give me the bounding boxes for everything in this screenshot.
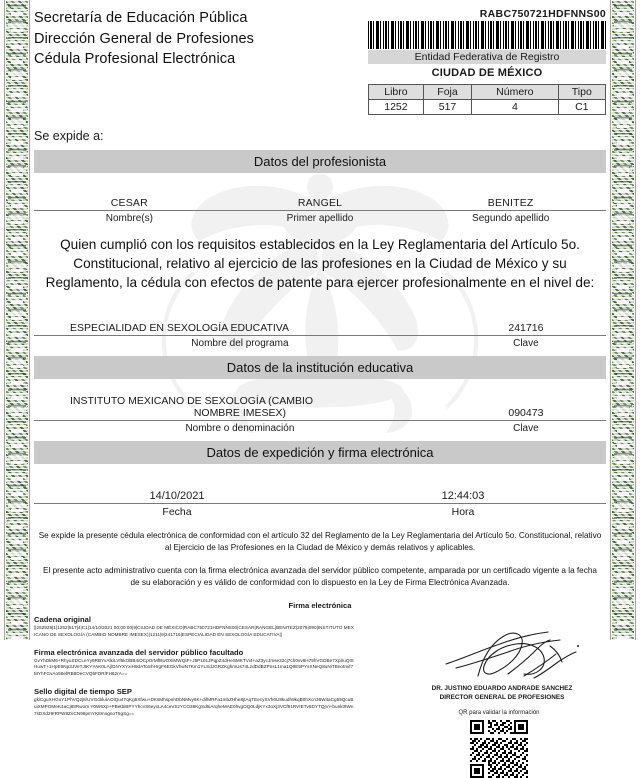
cadena-original-block	[34, 615, 354, 639]
caption-segundo-apellido: Segundo apellido	[472, 213, 550, 224]
director-credentials	[402, 684, 602, 703]
caption-programa-nombre: Nombre del programa	[191, 338, 289, 350]
page-title	[34, 8, 254, 70]
value-programa-clave: 241716	[508, 322, 544, 335]
firma-avanzada-value: GvYhDkM6+RhyuSDCLeYy9RBYvAlkiLVf5kOBB4iOCpOrMfBwOXiMWQtF+J5P101JPqpZ4dHeSMKTVi4+aZ3ycJmse32cj7ch0vv8H79hVGDBe7XplruQtSHuwT+1HpE6Np3JVeTJIKYYAK0LAjlGNYXYxiH9dAToShHrgF6EGkVhwN7Km1YLSdJGRZKghmUs74LzdDdBZPnsL1ma1Q8E5PYsXNeQ8uNiTBnotmif7MYhFGvAo58efRB8DeCVQ5FDRlFH62rA==	[34, 657, 354, 677]
institution-fields	[34, 395, 606, 434]
border-rule-right-outer	[635, 0, 636, 640]
cell-libro: 1252	[369, 100, 424, 115]
director-role: DIRECTOR GENERAL DE PROFESIONES	[439, 694, 565, 702]
crypto-blocks	[34, 610, 354, 718]
expedition-fields	[34, 490, 606, 518]
cell-foja: 517	[423, 100, 471, 115]
institution-captions	[34, 421, 606, 434]
caption-hora: Hora	[451, 506, 475, 519]
handwritten-signature	[438, 624, 588, 686]
sello-digital-block	[34, 687, 354, 718]
entidad-federativa-label: Entidad Federativa de Registro	[368, 50, 606, 64]
person-name-values	[34, 197, 606, 211]
table-header-row	[369, 85, 606, 100]
se-expide-label: Se expide a:	[34, 129, 104, 143]
sello-digital-value: gkiCguXHGuY1PhVQ2j8/UVGcblulAOlQu4TqKg5Xfwu+DKsMhspnhDbNMvy6K+difMRFa1mbZHhe8jtAqTEecySVh6U8kudh9kqB0hXcn36WitaCg59QcuBuiXMPOMeK4aCj88Rwom Y0W6Xp+PBetbiBPYYhcvS6eyxLA4ceVSzYCO38KgSd6iArqheMAE0hvgOQ0LdjKYx3oXj3VCf91RVIETv6DYTQjVi+bunkt9Wn7sDXd29IRPW8ZoCN98pmYK8mognoT5gSg==	[34, 697, 354, 717]
firma-avanzada-block	[34, 648, 354, 679]
registration-table	[368, 84, 606, 115]
firma-electronica-title: Firma electrónica	[288, 600, 352, 610]
decorative-border-left	[6, 0, 28, 640]
program-fields	[34, 322, 606, 349]
sello-digital-title: Sello digital de tiempo SEP	[34, 687, 132, 697]
value-primer-apellido: RANGEL	[297, 197, 343, 209]
cell-numero: 4	[472, 100, 558, 115]
cell-tipo: C1	[558, 100, 605, 115]
caption-nombre: Nombre(s)	[105, 213, 153, 224]
institution-values	[34, 407, 606, 421]
expedition-values	[34, 490, 606, 504]
value-hora: 12:44:03	[441, 490, 485, 503]
section-header-profesionista: Datos del profesionista	[34, 150, 606, 173]
entidad-federativa-value: CIUDAD DE MÉXICO	[431, 67, 543, 79]
caption-institucion-nombre: Nombre o denominación	[185, 423, 295, 435]
legal-paragraph-2: El presente acto administrativo cuenta con la firma electrónica avanzada del servidor público competente, amparada por un certificado vigente a la fecha de su elaboración y es válido de conformidad con lo dispuesto en la Ley de Firma Electrónica Avanzada.	[43, 566, 597, 587]
value-segundo-apellido: BENITEZ	[487, 197, 534, 209]
value-institucion-clave: 090473	[508, 407, 544, 420]
cadena-original-title: Cadena original	[34, 614, 91, 624]
value-fecha: 14/10/2021	[149, 490, 205, 503]
section-header-institucion: Datos de la institución educativa	[34, 356, 606, 379]
value-programa-nombre: ESPECIALIDAD EN SEXOLOGÍA EDUCATIVA	[70, 322, 290, 335]
curp-code: RABC750721HDFNNS00	[479, 8, 606, 20]
person-name-captions	[34, 211, 606, 224]
table-row	[369, 100, 606, 115]
caption-primer-apellido: Primer apellido	[286, 213, 354, 224]
title-line-2: Dirección General de Profesiones	[34, 30, 255, 47]
person-name-fields	[34, 197, 606, 224]
firma-avanzada-title: Firma electrónica avanzada del servidor público facultado	[34, 647, 244, 657]
value-nombre: CESAR	[110, 197, 148, 209]
border-rule-left-inner	[29, 0, 30, 640]
program-values	[34, 322, 606, 336]
decorative-border-right	[612, 0, 634, 640]
border-rule-right-inner	[610, 0, 611, 640]
signature-area	[34, 610, 606, 718]
value-institucion-linea2: NOMBRE IMESEX)	[193, 407, 286, 420]
cadena-original-value: ||252929|1|1252|517|4|C1|14/10/2021 00:00:00|9|CIUDAD DE MÉXICO|RABC750721HDFNNS00|CESAR|RANGEL|BENITEZ|2076|090|INSTITUTO MEXICANO DE SEXOLOGÍA (CAMBIO NOMBRE IMESEX)|1211|9|241716|ESPECIALIDAD EN SEXOLOGÍA EDUCATIVA||	[34, 624, 354, 637]
title-line-1: Secretaría de Educación Pública	[34, 10, 248, 26]
registration-id-block	[368, 8, 606, 115]
column-header-foja: Foja	[423, 85, 471, 100]
column-header-numero: Número	[472, 85, 558, 100]
legal-paragraph-1: Se expide la presente cédula electrónica de conformidad con el artículo 32 del Reglamento de la Ley Reglamentaria del Artículo 5o. Constitucional, relativo al Ejercicio de las Profesiones en la Ciudad de México y demás relativos y aplicables.	[38, 531, 602, 553]
document-header	[34, 0, 606, 115]
expedition-captions	[34, 504, 606, 518]
declaration-paragraph: Quien cumplió con los requisitos establecidos en la Ley Reglamentaria del Artículo 5o. Constitucional, relativo al ejercicio de las profesiones en la Ciudad de México y su Reglamento, la cédula con efectos de patente para ejercer profesionalmente en el nivel de:	[45, 237, 595, 290]
section-header-expedicion: Datos de expedición y firma electrónica	[34, 441, 606, 464]
column-header-libro: Libro	[369, 85, 424, 100]
barcode	[368, 21, 606, 49]
value-institucion-linea1: INSTITUTO MEXICANO DE SEXOLOGÍA (CAMBIO	[70, 395, 314, 408]
program-captions	[34, 336, 606, 349]
title-line-3: Cédula Profesional Electrónica	[34, 51, 236, 68]
caption-fecha: Fecha	[162, 506, 192, 519]
director-name: DR. JUSTINO EDUARDO ANDRADE SANCHEZ	[431, 684, 573, 692]
caption-programa-clave: Clave	[513, 338, 539, 350]
qr-code[interactable]	[470, 720, 528, 778]
director-signature-area	[354, 610, 606, 718]
qr-caption: QR para validar la información	[458, 709, 540, 716]
border-rule-left-outer	[4, 0, 5, 640]
caption-institucion-clave: Clave	[513, 423, 539, 435]
column-header-tipo: Tipo	[558, 85, 605, 100]
